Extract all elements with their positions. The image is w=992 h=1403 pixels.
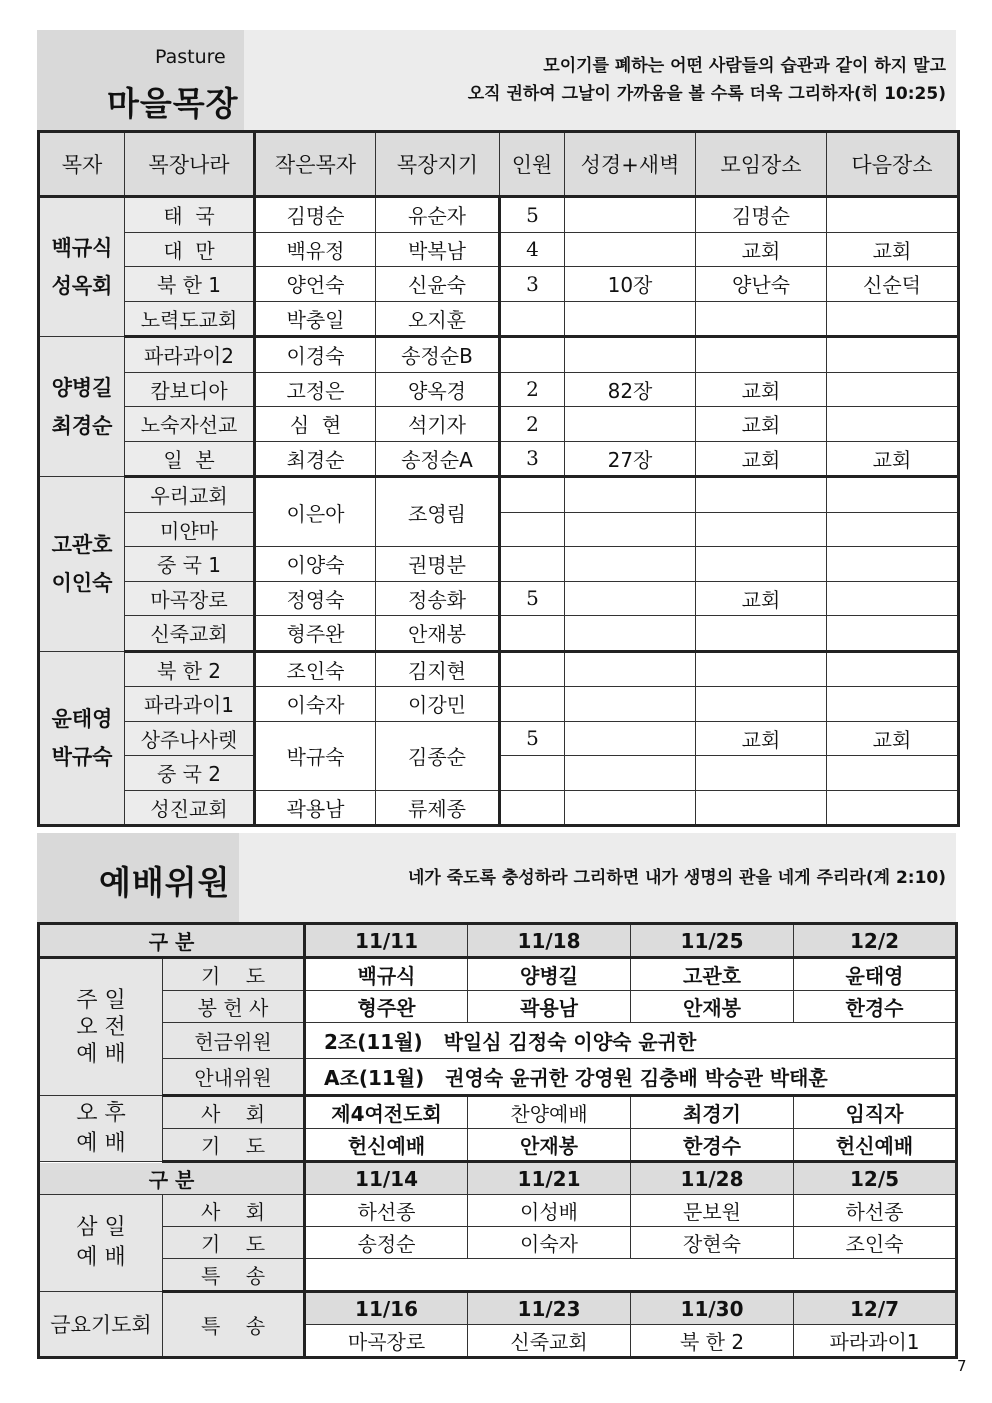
shepherd-name: 윤태영 박규숙 — [39, 651, 125, 826]
next-place-cell — [827, 337, 959, 373]
offering-cell: 안재봉 — [631, 991, 794, 1023]
sunday-dates-row — [39, 924, 957, 958]
meeting-place-cell: 교회 — [696, 721, 827, 756]
prayer-label: 기 도 — [163, 1227, 305, 1259]
wed-host-row — [39, 1195, 957, 1227]
prayer-cell: 고관호 — [631, 958, 794, 991]
next-place-cell — [827, 651, 959, 687]
date-cell: 11/30 — [631, 1292, 794, 1325]
offering-row — [39, 991, 957, 1023]
pm-host-cell: 찬양예배 — [468, 1096, 631, 1129]
meeting-place-cell — [696, 651, 827, 687]
bible-cell — [565, 687, 696, 722]
date-cell: 12/7 — [794, 1292, 957, 1325]
pasture-row — [39, 687, 959, 722]
gubun-label: 구 분 — [39, 1162, 305, 1195]
next-place-cell — [827, 687, 959, 722]
pm-prayer-row — [39, 1129, 957, 1162]
pasture-row — [39, 267, 959, 302]
page-number: 7 — [957, 1357, 967, 1375]
worship-verse: 네가 죽도록 충성하라 그리하면 내가 생명의 관을 네게 주리라(계 2:10) — [407, 868, 946, 888]
next-place-cell: 교회 — [827, 232, 959, 267]
header-cell: 모임장소 — [696, 132, 827, 197]
money-committee-row — [39, 1023, 957, 1059]
pasture-row — [39, 651, 959, 687]
count-cell — [500, 301, 565, 337]
nation-cell: 대 만 — [125, 232, 255, 267]
pasture-row — [39, 372, 959, 407]
sub-shepherd-cell: 박충일 — [255, 301, 376, 337]
keeper-cell: 유순자 — [376, 197, 500, 233]
date-cell: 11/16 — [305, 1292, 468, 1325]
nation-cell: 일 본 — [125, 441, 255, 477]
header-cell: 다음장소 — [827, 132, 959, 197]
offering-cell: 한경수 — [794, 991, 957, 1023]
date-cell: 11/28 — [631, 1162, 794, 1195]
bible-cell — [565, 756, 696, 791]
nation-cell: 미얀마 — [125, 512, 255, 547]
date-cell: 11/11 — [305, 924, 468, 958]
meeting-place-cell — [696, 301, 827, 337]
fri-dates-row — [39, 1292, 957, 1325]
wed-special-cell — [305, 1259, 957, 1292]
header-cell: 목장나라 — [125, 132, 255, 197]
nation-cell: 파라과이1 — [125, 687, 255, 722]
date-cell: 12/5 — [794, 1162, 957, 1195]
sub-shepherd-cell: 조인숙 — [255, 651, 376, 687]
bible-cell: 82장 — [565, 372, 696, 407]
meeting-place-cell: 교회 — [696, 581, 827, 616]
offering-cell: 곽용남 — [468, 991, 631, 1023]
pasture-header — [37, 30, 956, 130]
wed-worship-label: 삼 일 예 배 — [39, 1195, 163, 1292]
count-cell: 2 — [500, 407, 565, 442]
fri-special-cell: 마곡장로 — [305, 1325, 468, 1358]
keeper-cell: 양옥경 — [376, 372, 500, 407]
pasture-row — [39, 616, 959, 652]
meeting-place-cell: 교회 — [696, 407, 827, 442]
pm-worship-label: 오 후 예 배 — [39, 1096, 163, 1162]
wed-prayer-cell: 장현숙 — [631, 1227, 794, 1259]
host-label: 사 회 — [163, 1195, 305, 1227]
shepherd-name: 백규식 성옥회 — [39, 197, 125, 337]
pm-host-cell: 임직자 — [794, 1096, 957, 1129]
bible-cell — [565, 651, 696, 687]
sub-shepherd-cell: 양언숙 — [255, 267, 376, 302]
meeting-place-cell — [696, 616, 827, 652]
meeting-place-cell: 교회 — [696, 232, 827, 267]
sub-shepherd-cell: 김명순 — [255, 197, 376, 233]
special-song-label: 특 송 — [163, 1259, 305, 1292]
wed-special-row — [39, 1259, 957, 1292]
meeting-place-cell — [696, 477, 827, 513]
wed-host-cell: 하선종 — [794, 1195, 957, 1227]
count-cell — [500, 756, 565, 791]
pasture-row — [39, 441, 959, 477]
pm-prayer-cell: 헌신예배 — [794, 1129, 957, 1162]
worship-header — [37, 833, 956, 922]
meeting-place-cell — [696, 512, 827, 547]
next-place-cell — [827, 301, 959, 337]
bible-cell — [565, 547, 696, 582]
friday-prayer-label: 금요기도회 — [39, 1292, 163, 1358]
keeper-cell: 송정순B — [376, 337, 500, 373]
keeper-cell: 신윤숙 — [376, 267, 500, 302]
sub-shepherd-cell: 고정은 — [255, 372, 376, 407]
header-cell: 인원 — [500, 132, 565, 197]
money-label: 헌금위원 — [163, 1023, 305, 1059]
nation-cell: 북 한 1 — [125, 267, 255, 302]
nation-cell: 상주나사렛 — [125, 721, 255, 756]
count-cell — [500, 512, 565, 547]
count-cell: 3 — [500, 267, 565, 302]
next-place-cell — [827, 756, 959, 791]
date-cell: 11/25 — [631, 924, 794, 958]
sub-shepherd-cell: 정영숙 — [255, 581, 376, 616]
pasture-row — [39, 790, 959, 826]
wed-prayer-cell: 송정순 — [305, 1227, 468, 1259]
next-place-cell — [827, 512, 959, 547]
header-cell: 작은목자 — [255, 132, 376, 197]
nation-cell: 캄보디아 — [125, 372, 255, 407]
shepherd-name: 고관호 이인숙 — [39, 477, 125, 652]
count-cell — [500, 477, 565, 513]
sub-shepherd-cell: 형주완 — [255, 616, 376, 652]
wed-prayer-cell: 조인숙 — [794, 1227, 957, 1259]
pm-host-row — [39, 1096, 957, 1129]
count-cell: 5 — [500, 581, 565, 616]
wed-host-cell: 하선종 — [305, 1195, 468, 1227]
meeting-place-cell — [696, 337, 827, 373]
count-cell — [500, 337, 565, 373]
next-place-cell — [827, 581, 959, 616]
prayer-cell: 백규식 — [305, 958, 468, 991]
sub-shepherd-cell: 이양숙 — [255, 547, 376, 582]
nation-cell: 태 국 — [125, 197, 255, 233]
nation-cell: 마곡장로 — [125, 581, 255, 616]
pm-prayer-cell: 헌신예배 — [305, 1129, 468, 1162]
nation-cell: 우리교회 — [125, 477, 255, 513]
next-place-cell — [827, 407, 959, 442]
prayer-label: 기 도 — [163, 958, 305, 991]
date-cell: 11/18 — [468, 924, 631, 958]
guide-committee-row — [39, 1059, 957, 1096]
bible-cell — [565, 721, 696, 756]
keeper-cell: 김지현 — [376, 651, 500, 687]
wed-prayer-cell: 이숙자 — [468, 1227, 631, 1259]
bible-cell — [565, 477, 696, 513]
meeting-place-cell — [696, 547, 827, 582]
special-song-label: 특 송 — [163, 1292, 305, 1358]
nation-cell: 북 한 2 — [125, 651, 255, 687]
pasture-table — [37, 130, 960, 827]
date-cell: 11/14 — [305, 1162, 468, 1195]
keeper-cell: 송정순A — [376, 441, 500, 477]
meeting-place-cell: 김명순 — [696, 197, 827, 233]
date-cell: 11/21 — [468, 1162, 631, 1195]
sub-shepherd-cell: 이은아 — [255, 477, 376, 547]
offering-label: 봉 헌 사 — [163, 991, 305, 1023]
worship-table — [37, 922, 958, 1359]
sunday-am-label: 주 일 오 전 예 배 — [39, 958, 163, 1096]
next-place-cell: 신순덕 — [827, 267, 959, 302]
bible-cell: 27장 — [565, 441, 696, 477]
keeper-cell: 김종순 — [376, 721, 500, 790]
pasture-english-label: Pasture — [155, 46, 226, 68]
keeper-cell: 안재봉 — [376, 616, 500, 652]
bible-cell — [565, 407, 696, 442]
sub-shepherd-cell: 심 현 — [255, 407, 376, 442]
count-cell: 4 — [500, 232, 565, 267]
next-place-cell — [827, 197, 959, 233]
count-cell: 3 — [500, 441, 565, 477]
count-cell — [500, 651, 565, 687]
meeting-place-cell: 양난숙 — [696, 267, 827, 302]
bible-cell: 10장 — [565, 267, 696, 302]
pasture-row — [39, 301, 959, 337]
count-cell: 5 — [500, 197, 565, 233]
next-place-cell: 교회 — [827, 441, 959, 477]
fri-special-cell: 북 한 2 — [631, 1325, 794, 1358]
keeper-cell: 석기자 — [376, 407, 500, 442]
next-place-cell — [827, 547, 959, 582]
meeting-place-cell — [696, 756, 827, 791]
date-cell: 12/2 — [794, 924, 957, 958]
nation-cell: 신죽교회 — [125, 616, 255, 652]
keeper-cell: 정송화 — [376, 581, 500, 616]
prayer-cell: 양병길 — [468, 958, 631, 991]
count-cell — [500, 616, 565, 652]
pasture-row — [39, 581, 959, 616]
bible-cell — [565, 790, 696, 826]
pasture-row — [39, 477, 959, 513]
pasture-title: 마을목장 — [107, 84, 239, 123]
bible-cell — [565, 301, 696, 337]
bible-cell — [565, 337, 696, 373]
count-cell — [500, 687, 565, 722]
shepherd-name: 양병길 최경순 — [39, 337, 125, 477]
nation-cell: 노력도교회 — [125, 301, 255, 337]
pm-prayer-cell: 안재봉 — [468, 1129, 631, 1162]
wed-host-cell: 문보원 — [631, 1195, 794, 1227]
bible-cell — [565, 232, 696, 267]
nation-cell: 성진교회 — [125, 790, 255, 826]
bible-cell — [565, 512, 696, 547]
next-place-cell: 교회 — [827, 721, 959, 756]
nation-cell: 노숙자선교 — [125, 407, 255, 442]
meeting-place-cell: 교회 — [696, 441, 827, 477]
host-label: 사 회 — [163, 1096, 305, 1129]
bible-cell — [565, 197, 696, 233]
next-place-cell — [827, 477, 959, 513]
next-place-cell — [827, 372, 959, 407]
offering-cell: 형주완 — [305, 991, 468, 1023]
prayer-label: 기 도 — [163, 1129, 305, 1162]
meeting-place-cell — [696, 687, 827, 722]
pasture-row — [39, 721, 959, 756]
count-cell — [500, 547, 565, 582]
pasture-row — [39, 407, 959, 442]
meeting-place-cell — [696, 790, 827, 826]
money-committee-text: 2조(11월) 박일심 김정숙 이양숙 윤귀한 — [305, 1023, 957, 1059]
keeper-cell: 박복남 — [376, 232, 500, 267]
pasture-row — [39, 547, 959, 582]
pasture-verse-line1: 모이기를 폐하는 어떤 사람들의 습관과 같이 하지 말고 — [543, 56, 946, 76]
fri-special-cell: 파라과이1 — [794, 1325, 957, 1358]
wed-host-cell: 이성배 — [468, 1195, 631, 1227]
pasture-row — [39, 197, 959, 233]
sub-shepherd-cell: 이숙자 — [255, 687, 376, 722]
bible-cell — [565, 581, 696, 616]
count-cell: 5 — [500, 721, 565, 756]
pm-host-cell: 제4여전도회 — [305, 1096, 468, 1129]
next-place-cell — [827, 616, 959, 652]
count-cell — [500, 790, 565, 826]
guide-label: 안내위원 — [163, 1059, 305, 1096]
pasture-header-row — [39, 132, 959, 197]
wed-prayer-row — [39, 1227, 957, 1259]
pm-host-cell: 최경기 — [631, 1096, 794, 1129]
nation-cell: 중 국 2 — [125, 756, 255, 791]
worship-title: 예배위원 — [99, 863, 231, 902]
gubun-label: 구 분 — [39, 924, 305, 958]
sub-shepherd-cell: 곽용남 — [255, 790, 376, 826]
keeper-cell: 조영림 — [376, 477, 500, 547]
sub-shepherd-cell: 이경숙 — [255, 337, 376, 373]
header-cell: 목장지기 — [376, 132, 500, 197]
keeper-cell: 오지훈 — [376, 301, 500, 337]
next-place-cell — [827, 790, 959, 826]
bible-cell — [565, 616, 696, 652]
header-cell: 성경+새벽 — [565, 132, 696, 197]
sub-shepherd-cell: 최경순 — [255, 441, 376, 477]
nation-cell: 파라과이2 — [125, 337, 255, 373]
fri-special-cell: 신죽교회 — [468, 1325, 631, 1358]
pm-prayer-cell: 한경수 — [631, 1129, 794, 1162]
sub-shepherd-cell: 박규숙 — [255, 721, 376, 790]
sunday-prayer-row — [39, 958, 957, 991]
keeper-cell: 권명분 — [376, 547, 500, 582]
pasture-row — [39, 232, 959, 267]
pasture-row — [39, 337, 959, 373]
wed-dates-row — [39, 1162, 957, 1195]
guide-committee-text: A조(11월) 권영숙 윤귀한 강영원 김충배 박승관 박태훈 — [305, 1059, 957, 1096]
count-cell: 2 — [500, 372, 565, 407]
keeper-cell: 류제종 — [376, 790, 500, 826]
pasture-table-body — [39, 197, 959, 826]
keeper-cell: 이강민 — [376, 687, 500, 722]
meeting-place-cell: 교회 — [696, 372, 827, 407]
header-cell: 목자 — [39, 132, 125, 197]
pasture-verse-line2: 오직 권하여 그날이 가까움을 볼 수록 더욱 그리하자(히 10:25) — [467, 84, 946, 104]
date-cell: 11/23 — [468, 1292, 631, 1325]
sub-shepherd-cell: 백유정 — [255, 232, 376, 267]
nation-cell: 중 국 1 — [125, 547, 255, 582]
prayer-cell: 윤태영 — [794, 958, 957, 991]
